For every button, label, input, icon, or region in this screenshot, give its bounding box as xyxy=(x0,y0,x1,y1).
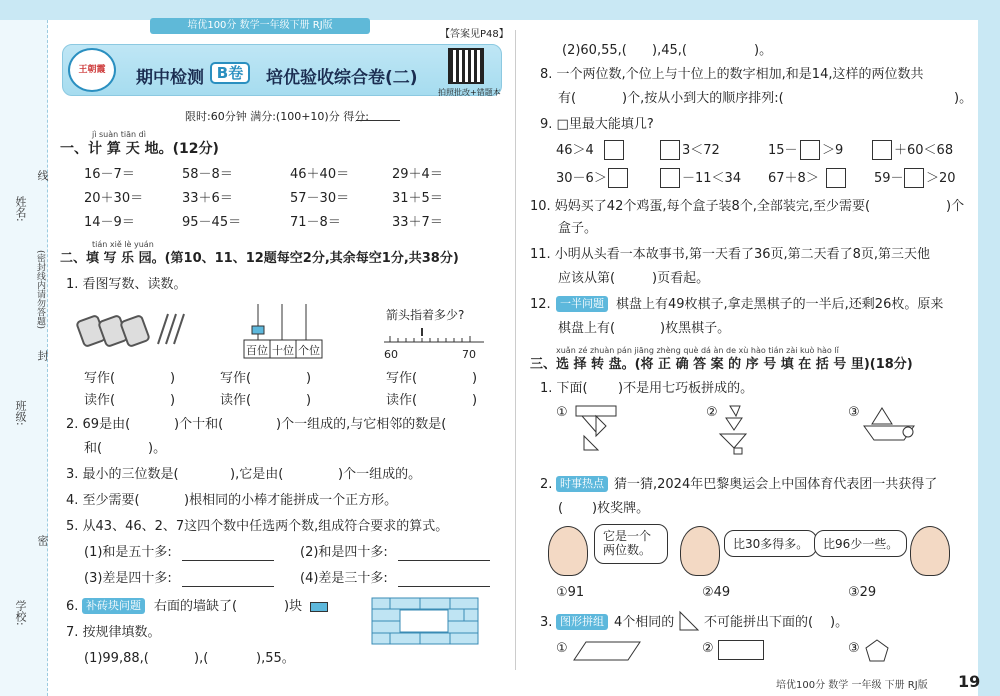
c1-part: 1. 下面( xyxy=(540,381,588,396)
section-2-title: 二、填 写 乐 园。(第10、11、12题每空2分,其余每空1分,共38分) xyxy=(60,251,459,266)
q10-part: )个 xyxy=(946,199,965,214)
answer-ref: 【答案见P48】 xyxy=(440,29,509,40)
q9-item: 15－ xyxy=(768,143,798,158)
s3-pinyin: xuǎn zé zhuàn pán jiāng zhèng què dá àn de xù hào tián zài kuò hào lǐ xyxy=(556,346,839,355)
q9-item: 3＜72 xyxy=(682,143,720,158)
qr-caption: 拍照批改+错题本 xyxy=(438,88,501,97)
c2-option: ③29 xyxy=(848,585,877,600)
q5-sub: (3)差是四十多: xyxy=(84,571,172,586)
q8-part: 有( xyxy=(558,91,577,106)
abacus-label-hundreds: 百位 xyxy=(246,344,268,357)
q9-item: ＋60＜68 xyxy=(894,143,954,158)
arrow-question: 箭头指着多少? xyxy=(386,308,465,322)
right-border-decoration xyxy=(978,20,1000,696)
triangle-icon xyxy=(678,610,700,632)
answer-box[interactable] xyxy=(800,140,820,160)
paren-close: ) xyxy=(472,371,478,386)
q7-seq: ),( xyxy=(194,651,209,666)
answer-box[interactable] xyxy=(904,168,924,188)
tangram-figure-3 xyxy=(860,406,920,446)
q12-num: 12. xyxy=(530,297,551,312)
q4-part: 4. 至少需要( xyxy=(66,493,140,508)
write-label: 写作( xyxy=(386,371,418,386)
answer-box[interactable] xyxy=(826,168,846,188)
footer-label: 培优100分 数学 一年级 下册 RJ版 xyxy=(776,680,928,691)
top-strip xyxy=(0,0,1000,20)
c2-option: ②49 xyxy=(702,585,731,600)
q9-item: 59－ xyxy=(874,171,904,186)
speech-bubble-2: 比30多得多。 xyxy=(724,530,817,557)
boy-avatar xyxy=(910,526,950,576)
q2-part: )。 xyxy=(148,441,167,456)
write-label: 写作( xyxy=(84,371,116,386)
parallelogram-shape xyxy=(572,640,642,662)
q7-seq: (1)99,88,( xyxy=(84,651,149,666)
c3-num: 3. xyxy=(540,615,553,630)
school-label: 学校: xyxy=(14,600,27,626)
calc-item: 14－9＝ xyxy=(84,215,135,230)
q9-text: 9. □里最大能填几? xyxy=(540,117,654,132)
column-divider xyxy=(515,30,516,670)
option-2: ② xyxy=(706,405,718,420)
option-1: ① xyxy=(556,405,568,420)
q8-part: )。 xyxy=(954,91,973,106)
s1-pinyin: jì suàn tiān dì xyxy=(92,130,146,139)
q8-text: 8. 一个两位数,个位上与十位上的数字相加,和是14,这样的两位数共 xyxy=(540,67,924,82)
option-3: ③ xyxy=(848,641,860,656)
c3-tag: 图形拼组 xyxy=(556,614,608,630)
score-blank[interactable] xyxy=(356,120,400,121)
q5-sub: (1)和是五十多: xyxy=(84,545,172,560)
speech-bubble-1: 它是一个两位数。 xyxy=(594,524,668,564)
q12-part: )枚黑棋子。 xyxy=(660,321,731,336)
q3-part: 3. 最小的三位数是( xyxy=(66,467,179,482)
brick-wall-figure xyxy=(370,596,480,646)
answer-line[interactable] xyxy=(182,560,274,561)
c1-part: )不是用七巧板拼成的。 xyxy=(618,381,754,396)
q7-seq: ),55。 xyxy=(256,651,295,666)
calc-item: 95－45＝ xyxy=(182,215,242,230)
c2-part: )枚奖牌。 xyxy=(592,501,650,516)
brick-icon xyxy=(310,602,328,612)
paren-close: ) xyxy=(306,371,312,386)
section-1-title: 一、计 算 天 地。(12分) xyxy=(60,141,219,157)
option-3: ③ xyxy=(848,405,860,420)
paren-close: ) xyxy=(472,393,478,408)
q1-text: 1. 看图写数、读数。 xyxy=(66,277,187,292)
read-label: 读作( xyxy=(84,393,116,408)
c2-option: ①91 xyxy=(556,585,585,600)
boy-avatar xyxy=(680,526,720,576)
q11-part: 应该从第( xyxy=(558,271,616,286)
calc-item: 71－8＝ xyxy=(290,215,341,230)
calc-item: 16－7＝ xyxy=(84,167,135,182)
q7-seq: ),45,( xyxy=(652,43,687,58)
c2-text: 猜一猜,2024年巴黎奥运会上中国体育代表团一共获得了 xyxy=(614,477,938,492)
speech-bubble-3: 比96少一些。 xyxy=(814,530,907,557)
q6-tag: 补砖块问题 xyxy=(82,598,145,614)
paren-close: ) xyxy=(170,393,176,408)
calc-item: 33＋7＝ xyxy=(392,215,443,230)
calc-item: 57－30＝ xyxy=(290,191,350,206)
q7-text: 7. 按规律填数。 xyxy=(66,625,161,640)
answer-box[interactable] xyxy=(660,168,680,188)
q9-item: －11＜34 xyxy=(682,171,742,186)
seal-line-char: 线 xyxy=(36,170,49,181)
answer-box[interactable] xyxy=(872,140,892,160)
abacus-label-ones: 个位 xyxy=(298,344,320,357)
q2-part: 2. 69是由( xyxy=(66,417,131,432)
q11-part: )页看起。 xyxy=(652,271,710,286)
q5-sub: (4)差是三十多: xyxy=(300,571,388,586)
paren-close: ) xyxy=(170,371,176,386)
stick-bundles-figure xyxy=(76,300,196,352)
q2-part: 和( xyxy=(84,441,103,456)
series-label: 培优100分 数学一年级下册 RJ版 xyxy=(150,18,370,34)
q10-text: 10. 妈妈买了42个鸡蛋,每个盒子装8个,全部装完,至少需要( xyxy=(530,199,871,214)
q6-part: 右面的墙缺了( xyxy=(154,599,238,614)
option-1: ① xyxy=(556,641,568,656)
brand-logo: 王朝霞 xyxy=(68,48,116,92)
answer-box[interactable] xyxy=(604,140,624,160)
calc-item: 29＋4＝ xyxy=(392,167,443,182)
answer-line[interactable] xyxy=(182,586,274,587)
axis-label-60: 60 xyxy=(384,348,398,361)
class-label: 班级: xyxy=(14,400,27,426)
q12-tag: 一半问题 xyxy=(556,296,608,312)
q4-part: )根相同的小棒才能拼成一个正方形。 xyxy=(184,493,398,508)
q3-part: ),它是由( xyxy=(230,467,284,482)
tangram-figure-2 xyxy=(716,404,756,456)
q10-part: 盒子。 xyxy=(558,221,598,236)
axis-label-70: 70 xyxy=(462,348,476,361)
c2-num: 2. xyxy=(540,477,553,492)
title-right: 培优验收综合卷(二) xyxy=(266,68,418,88)
c3-part: 4个相同的 xyxy=(614,615,675,630)
seal-char-feng: 封 xyxy=(36,350,49,361)
q8-part: )个,按从小到大的顺序排列:( xyxy=(622,91,784,106)
title-left: 期中检测 xyxy=(136,68,204,88)
q9-item: 46＞4 xyxy=(556,143,594,158)
answer-line[interactable] xyxy=(398,560,490,561)
exam-meta: 限时:60分钟 满分:(100+10)分 得分: xyxy=(185,110,369,123)
q3-part: )个一组成的。 xyxy=(338,467,422,482)
calc-item: 58－8＝ xyxy=(182,167,233,182)
c3-part: 不可能拼出下面的( xyxy=(704,615,814,630)
section-3-title: 三、选 择 转 盘。(将 正 确 答 案 的 序 号 填 在 括 号 里)(18分) xyxy=(530,357,913,372)
q12-text: 棋盘上有49枚棋子,拿走黑棋子的一半后,还剩26枚。原来 xyxy=(616,297,944,312)
answer-box[interactable] xyxy=(660,140,680,160)
q9-item: ＞20 xyxy=(926,171,956,186)
qr-code-icon[interactable] xyxy=(448,48,484,84)
q7-seq: (2)60,55,( xyxy=(562,43,627,58)
q6-num: 6. xyxy=(66,599,79,614)
q6-part: )块 xyxy=(284,599,303,614)
calc-item: 31＋5＝ xyxy=(392,191,443,206)
calc-item: 33＋6＝ xyxy=(182,191,233,206)
write-label: 写作( xyxy=(220,371,252,386)
q5-text: 5. 从43、46、2、7这四个数中任选两个数,组成符合要求的算式。 xyxy=(66,519,449,534)
option-2: ② xyxy=(702,641,714,656)
name-label: 姓名: xyxy=(14,196,27,222)
calc-item: 46＋40＝ xyxy=(290,167,350,182)
answer-box[interactable] xyxy=(608,168,628,188)
q7-seq: )。 xyxy=(754,43,773,58)
read-label: 读作( xyxy=(386,393,418,408)
seal-notice: (密封线内请勿答题) xyxy=(35,250,45,330)
c2-tag: 时事热点 xyxy=(556,476,608,492)
page-number: 19 xyxy=(958,672,981,691)
c2-part: ( xyxy=(558,501,564,516)
paren-close: ) xyxy=(306,393,312,408)
girl-avatar xyxy=(548,526,588,576)
abacus-label-tens: 十位 xyxy=(272,344,294,357)
q9-item: 67＋8＞ xyxy=(768,171,819,186)
q2-part: )个十和( xyxy=(174,417,224,432)
calc-item: 20＋30＝ xyxy=(84,191,144,206)
c3-part: )。 xyxy=(830,615,849,630)
q11-text: 11. 小明从头看一本故事书,第一天看了36页,第二天看了8页,第三天他 xyxy=(530,247,931,262)
s2-pinyin: tián xiě lè yuán xyxy=(92,240,154,249)
paper-badge: B卷 xyxy=(210,62,250,84)
tangram-figure-1 xyxy=(572,404,622,454)
q12-part: 棋盘上有( xyxy=(558,321,616,336)
pentagon-shape xyxy=(864,638,890,664)
q2-part: )个一组成的,与它相邻的数是( xyxy=(276,417,447,432)
q9-item: 30－6＞ xyxy=(556,171,607,186)
read-label: 读作( xyxy=(220,393,252,408)
seal-char-mi: 密 xyxy=(36,535,49,546)
q9-item: ＞9 xyxy=(822,143,844,158)
rectangle-shape xyxy=(718,640,764,660)
q5-sub: (2)和是四十多: xyxy=(300,545,388,560)
answer-line[interactable] xyxy=(398,586,490,587)
